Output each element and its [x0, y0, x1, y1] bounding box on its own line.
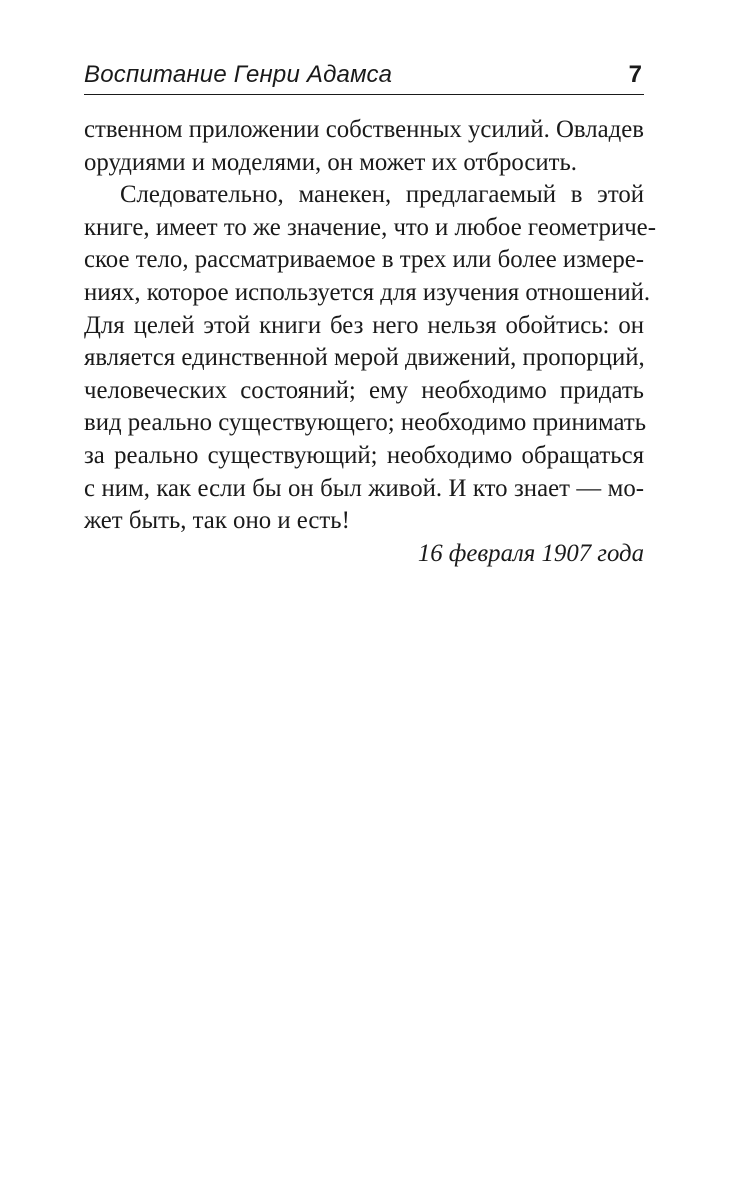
text-line: Для целей этой книги без него нельзя обойтись: он [84, 311, 644, 339]
page-number: 7 [628, 61, 642, 88]
text-line: жет быть, так оно и есть! [84, 507, 350, 535]
text-line: книге, имеет то же значение, что и любое геометриче- [84, 213, 656, 241]
body-text [84, 114, 656, 570]
text-line: является единственной мерой движений, пропорций, [84, 344, 645, 372]
text-line: Следовательно, манекен, предлагаемый в этой [120, 181, 644, 209]
text-line: ское тело, рассматриваемое в трех или более измере- [84, 246, 645, 274]
text-line: ственном приложении собственных усилий. Овладев [84, 116, 644, 143]
text-line: с ним, как если бы он был живой. И кто знает — мо- [84, 474, 644, 502]
paragraph [84, 114, 644, 179]
running-title: Воспитание Генри Адамса [84, 61, 393, 88]
text-line: орудиями и моделями, он может их отбросить. [84, 148, 577, 176]
text-line: вид реально существующего; необходимо принимать [84, 409, 647, 437]
text-line: за реально существующий; необходимо обращаться [84, 441, 644, 469]
running-head [84, 60, 644, 95]
paragraph [84, 179, 656, 538]
text-line: человеческих состояний; ему необходимо придать [84, 376, 644, 404]
signature-date: 16 февраля 1907 года [417, 539, 644, 567]
text-line: ниях, которое используется для изучения отношений. [84, 278, 651, 306]
